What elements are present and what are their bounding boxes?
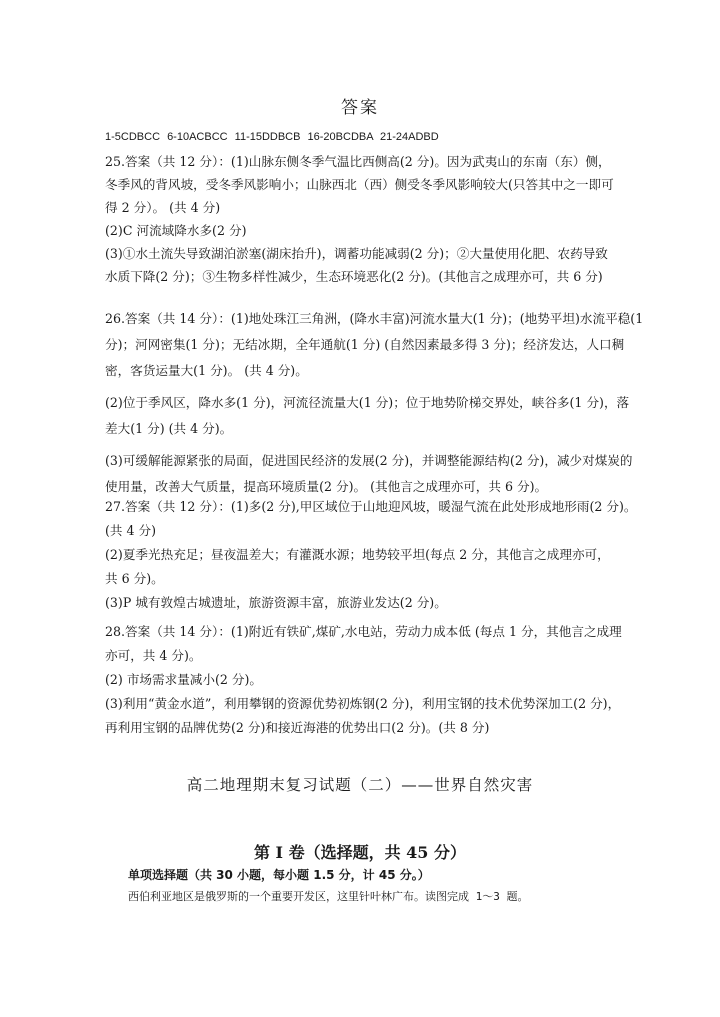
answer-line: (2) 市场需求量减小(2 分)。 (105, 672, 263, 687)
answer-line: 冬季风的背风坡，受冬季风影响小；山脉西北（西）侧受冬季风影响较大(只答其中之一即可 (105, 177, 614, 192)
answer-block-27 (105, 495, 640, 615)
answer-block-25 (105, 150, 640, 288)
answer-line: (共 4 分) (105, 523, 157, 538)
question-intro: 西伯利亚地区是俄罗斯的一个重要开发区，这里针叶林广布。读图完成 1～3 题。 (128, 890, 529, 903)
exam-title: 高二地理期末复习试题（二）——世界自然灾害 (186, 776, 534, 794)
answer-line: 分)；河网密集(1 分)；无结冰期，全年通航(1 分) (自然因素最多得 3 分)；经济发达，人口稠 (105, 337, 625, 352)
answer-line: (2)C 河流域降水多(2 分) (105, 223, 247, 238)
answer-line: 水质下降(2 分)；③生物多样性减少，生态环境恶化(2 分)。(其他言之成理亦可，共 6 分) (105, 269, 603, 284)
answer-line: (3)P 城有敦煌古城遗址，旅游资源丰富，旅游业发达(2 分)。 (105, 595, 447, 610)
answer-line: 25.答案（共 12 分）：(1)山脉东侧冬季气温比西侧高(2 分)。因为武夷山的东南（东）侧， (105, 154, 611, 169)
answer-line: (3)可缓解能源紧张的局面，促进国民经济的发展(2 分)，并调整能源结构(2 分)，减少对煤炭的 (105, 453, 633, 468)
answer-line: 28.答案（共 14 分）：(1)附近有铁矿,煤矿,水电站，劳动力成本低 (每点 1 分，其他言之成理 (105, 624, 622, 639)
answer-block-26 (105, 306, 644, 500)
answer-block-28 (105, 620, 640, 740)
answer-line: 再利用宝钢的品牌优势(2 分)和接近海港的优势出口(2 分)。(共 8 分) (105, 720, 490, 735)
answer-line: 差大(1 分) (共 4 分)。 (105, 421, 233, 436)
answer-line: (2)位于季风区，降水多(1 分)，河流径流量大(1 分)；位于地势阶梯交界处，峡谷多(1 分)，落 (105, 395, 630, 410)
question-type-heading: 单项选择题（共 30 小题，每小题 1.5 分，计 45 分。） (128, 868, 430, 882)
answer-line: 密，客货运量大(1 分)。 (共 4 分)。 (105, 363, 308, 378)
section-title: 第 I 卷（选择题，共 45 分） (253, 843, 467, 862)
answer-line: (3)①水土流失导致湖泊淤塞(湖床抬升)，调蓄功能减弱(2 分)；②大量使用化肥、农药导致 (105, 246, 608, 261)
answer-line: 使用量，改善大气质量，提高环境质量(2 分)。 (其他言之成理亦可，共 6 分)。 (105, 479, 548, 494)
answer-line: 共 6 分)。 (105, 571, 164, 586)
answer-line: (2)夏季光热充足；昼夜温差大；有灌溉水源；地势较平坦(每点 2 分，其他言之成理亦可， (105, 547, 610, 562)
answer-line: 得 2 分）。 (共 4 分) (105, 200, 221, 215)
choice-answer-key: 1-5CDBCC 6-10ACBCC 11-15DDBCB 16-20BCDBA 21-24ADBD (105, 131, 439, 143)
answer-line: 26.答案（共 14 分）：(1)地处珠江三角洲，(降水丰富)河流水量大(1 分)；(地势平坦)水流平稳(1 (105, 311, 644, 326)
answer-line: (3)利用“黄金水道”，利用攀钢的资源优势初炼钢(2 分)，利用宝钢的技术优势深加工(2 分)， (105, 696, 621, 711)
answer-line: 27.答案（共 12 分）：(1)多(2 分),甲区域位于山地迎风坡，暖湿气流在此处形成地形雨(2 分)。 (105, 499, 637, 514)
answers-title: 答案 (341, 98, 379, 118)
answer-line: 亦可，共 4 分)。 (105, 648, 202, 663)
